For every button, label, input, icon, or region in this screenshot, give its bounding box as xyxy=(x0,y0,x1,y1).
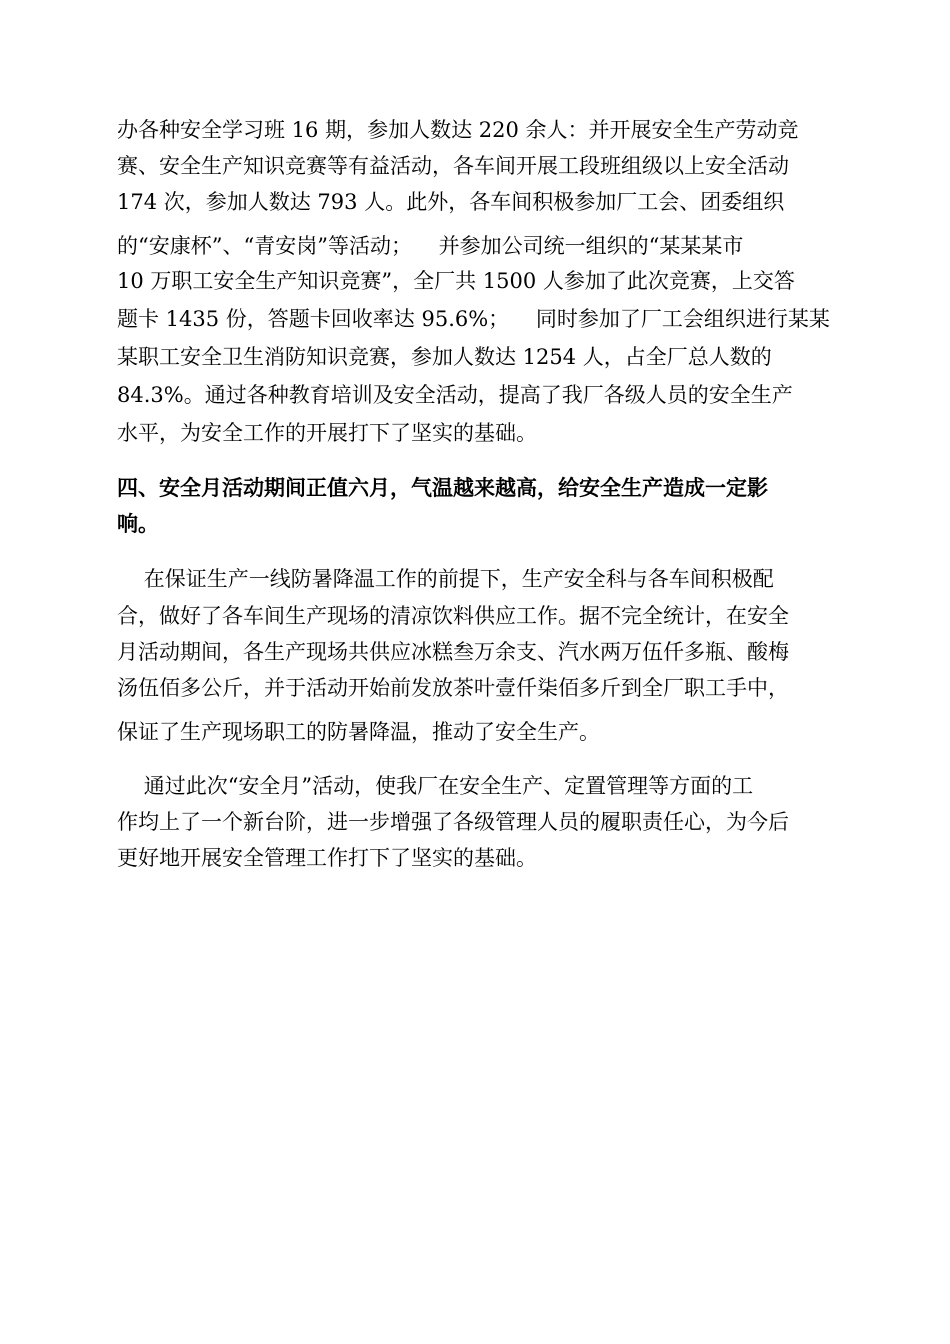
paragraph-1-line: 的“安康杯”、“青安岗”等活动； 并参加公司统一组织的“某某某市 xyxy=(117,234,744,258)
paragraph-1-line: 水平，为安全工作的开展打下了坚实的基础。 xyxy=(117,421,537,445)
paragraph-2-line: 保证了生产现场职工的防暑降温，推动了安全生产。 xyxy=(117,720,600,744)
paragraph-1-line: 赛、安全生产知识竞赛等有益活动，各车间开展工段班组级以上安全活动 xyxy=(117,154,789,178)
section-heading-line: 响。 xyxy=(117,511,159,536)
paragraph-1-line: 10 万职工安全生产知识竞赛”，全厂共 1500 人参加了此次竞赛，上交答 xyxy=(117,269,795,293)
paragraph-2-line: 月活动期间，各生产现场共供应冰糕叁万余支、汽水两万伍仟多瓶、酸梅 xyxy=(117,640,789,664)
paragraph-1-line: 办各种安全学习班 16 期，参加人数达 220 余人：并开展安全生产劳动竞 xyxy=(117,118,799,142)
section-heading-line: 四、安全月活动期间正值六月，气温越来越高，给安全生产造成一定影 xyxy=(117,475,768,500)
paragraph-3-line: 通过此次“安全月”活动，使我厂在安全生产、定置管理等方面的工 xyxy=(117,774,754,798)
paragraph-3-line: 更好地开展安全管理工作打下了坚实的基础。 xyxy=(117,846,537,870)
paragraph-1-line: 某职工安全卫生消防知识竞赛，参加人数达 1254 人，占全厂总人数的 xyxy=(117,345,772,369)
paragraph-2-line: 合，做好了各车间生产现场的清凉饮料供应工作。据不完全统计，在安全 xyxy=(117,604,789,628)
paragraph-2-line: 在保证生产一线防暑降温工作的前提下，生产安全科与各车间积极配 xyxy=(117,567,774,591)
paragraph-1-line: 174 次，参加人数达 793 人。此外，各车间积极参加厂工会、团委组织 xyxy=(117,190,785,214)
paragraph-3-line: 作均上了一个新台阶，进一步增强了各级管理人员的履职责任心，为今后 xyxy=(117,810,789,834)
paragraph-1-line: 题卡 1435 份，答题卡回收率达 95.6%； 同时参加了厂工会组织进行某某 xyxy=(117,307,830,331)
paragraph-2-line: 汤伍佰多公斤，并于活动开始前发放茶叶壹仟柒佰多斤到全厂职工手中， xyxy=(117,676,789,700)
paragraph-1-line: 84.3%。通过各种教育培训及安全活动，提高了我厂各级人员的安全生产 xyxy=(117,383,793,407)
